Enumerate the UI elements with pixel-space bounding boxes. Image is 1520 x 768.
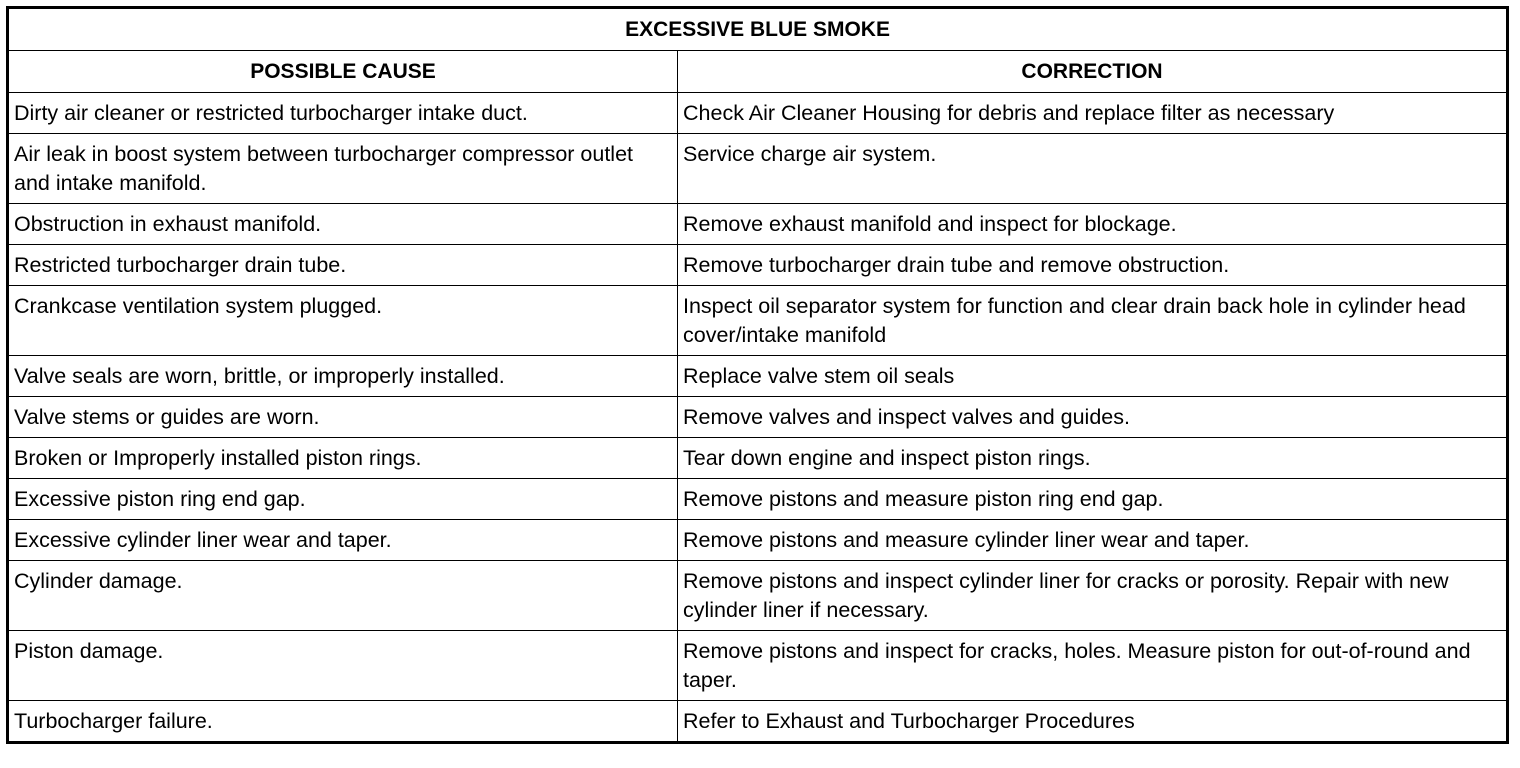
header-correction: CORRECTION bbox=[678, 51, 1508, 93]
table-row bbox=[8, 438, 1508, 479]
cause-cell: Turbocharger failure. bbox=[8, 701, 678, 743]
cause-cell: Excessive piston ring end gap. bbox=[8, 479, 678, 520]
troubleshooting-table-container bbox=[6, 6, 1506, 744]
correction-cell: Remove exhaust manifold and inspect for blockage. bbox=[678, 204, 1508, 245]
table-header-row bbox=[8, 51, 1508, 93]
correction-cell: Remove valves and inspect valves and guides. bbox=[678, 397, 1508, 438]
correction-cell: Check Air Cleaner Housing for debris and replace filter as necessary bbox=[678, 93, 1508, 134]
correction-cell: Inspect oil separator system for function and clear drain back hole in cylinder head cover/intake manifold bbox=[678, 286, 1508, 356]
cause-cell: Restricted turbocharger drain tube. bbox=[8, 245, 678, 286]
correction-cell: Tear down engine and inspect piston rings. bbox=[678, 438, 1508, 479]
table-title: EXCESSIVE BLUE SMOKE bbox=[8, 8, 1508, 51]
correction-cell: Remove turbocharger drain tube and remove obstruction. bbox=[678, 245, 1508, 286]
cause-cell: Dirty air cleaner or restricted turbocharger intake duct. bbox=[8, 93, 678, 134]
table-row bbox=[8, 245, 1508, 286]
troubleshooting-table bbox=[6, 6, 1509, 744]
table-row bbox=[8, 134, 1508, 204]
cause-cell: Crankcase ventilation system plugged. bbox=[8, 286, 678, 356]
cause-cell: Obstruction in exhaust manifold. bbox=[8, 204, 678, 245]
table-body bbox=[8, 93, 1508, 743]
table-title-row bbox=[8, 8, 1508, 51]
table-row bbox=[8, 356, 1508, 397]
correction-cell: Refer to Exhaust and Turbocharger Procedures bbox=[678, 701, 1508, 743]
table-row bbox=[8, 479, 1508, 520]
table-row bbox=[8, 561, 1508, 631]
cause-cell: Valve seals are worn, brittle, or improperly installed. bbox=[8, 356, 678, 397]
cause-cell: Broken or Improperly installed piston rings. bbox=[8, 438, 678, 479]
cause-cell: Excessive cylinder liner wear and taper. bbox=[8, 520, 678, 561]
table-row bbox=[8, 204, 1508, 245]
table-row bbox=[8, 520, 1508, 561]
cause-cell: Piston damage. bbox=[8, 631, 678, 701]
correction-cell: Remove pistons and measure cylinder liner wear and taper. bbox=[678, 520, 1508, 561]
table-row bbox=[8, 93, 1508, 134]
cause-cell: Cylinder damage. bbox=[8, 561, 678, 631]
correction-cell: Service charge air system. bbox=[678, 134, 1508, 204]
table-row bbox=[8, 631, 1508, 701]
cause-cell: Valve stems or guides are worn. bbox=[8, 397, 678, 438]
cause-cell: Air leak in boost system between turbocharger compressor outlet and intake manifold. bbox=[8, 134, 678, 204]
table-row bbox=[8, 286, 1508, 356]
correction-cell: Remove pistons and inspect for cracks, holes. Measure piston for out-of-round and taper. bbox=[678, 631, 1508, 701]
correction-cell: Remove pistons and inspect cylinder liner for cracks or porosity. Repair with new cylinder liner if necessary. bbox=[678, 561, 1508, 631]
correction-cell: Replace valve stem oil seals bbox=[678, 356, 1508, 397]
table-row bbox=[8, 397, 1508, 438]
header-possible-cause: POSSIBLE CAUSE bbox=[8, 51, 678, 93]
correction-cell: Remove pistons and measure piston ring end gap. bbox=[678, 479, 1508, 520]
table-row bbox=[8, 701, 1508, 743]
